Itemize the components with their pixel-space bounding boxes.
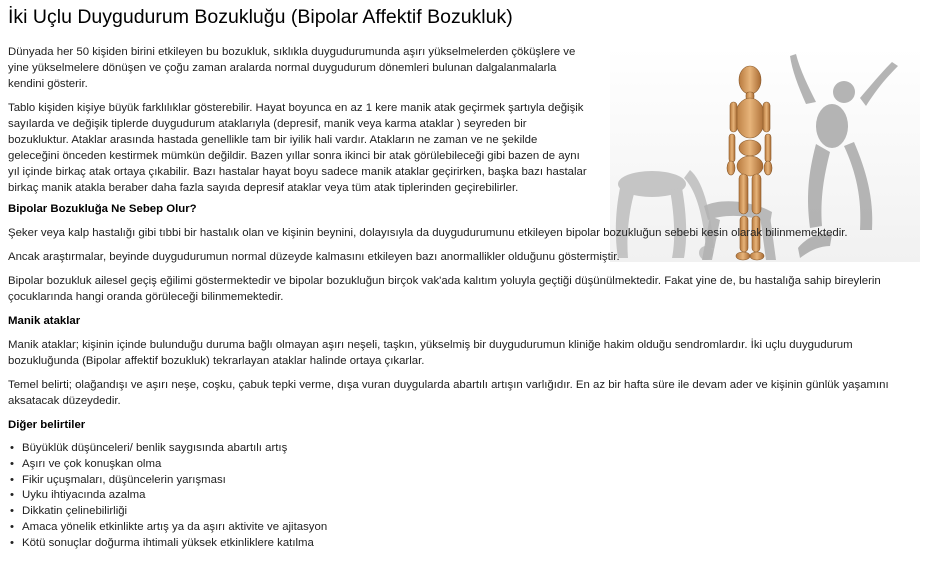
list-item: • Aşırı ve çok konuşkan olma [22, 457, 913, 473]
section-heading-symptoms: Diğer belirtiler [8, 419, 86, 431]
section-heading-manic: Manik ataklar [8, 315, 81, 327]
list-item: • Dikkatin çelinebilirliği [22, 504, 913, 520]
list-item: • Büyüklük düşünceleri/ benlik saygısında abartılı artış [22, 441, 913, 457]
list-item: • Kötü sonuçlar doğurma ihtimali yüksek etkinliklere katılma [22, 536, 913, 552]
symptoms-list [8, 441, 913, 552]
list-item: • Uyku ihtiyacında azalma [22, 488, 913, 504]
manic-paragraph: Manik ataklar; kişinin içinde bulunduğu duruma bağlı olmayan aşırı neşeli, taşkın, yükselmiş bir duygudurumun kliniğe hakim olduğu sendromlardır. İki uçlu duygudurum bozukluğunda (Bipolar affektif bozukluk) tekrarlayan ataklar halinde ortaya çıkarlar. [8, 339, 853, 367]
page-title: İki Uçlu Duygudurum Bozukluğu (Bipolar Affektif Bozukluk) [8, 6, 513, 28]
intro-paragraph: Dünyada her 50 kişiden birini etkileyen bu bozukluk, sıklıkla duygudurumunda aşırı yükselmelerden çöküşlere ve yine yükselmelere dönüşen ve çoğu zaman aralarda normal duygudurum dönemleri bulunan dalgalanmalarla kendini gösterir. [8, 46, 576, 90]
list-item: • Fikir uçuşmaları, düşüncelerin yarışması [22, 473, 913, 489]
article-body [8, 201, 913, 552]
cause-paragraph: Şeker veya kalp hastalığı gibi tıbbi bir hastalık olan ve kişinin beynini, dolayısıyla da duygudurumunu etkileyen bipolar bozukluğun sebebi kesin olarak bilinmemektedir. [8, 227, 848, 239]
list-item: • Amaca yönelik etkinlikte artış ya da aşırı aktivite ve ajitasyon [22, 520, 913, 536]
intro-section [8, 44, 590, 204]
cause-paragraph: Bipolar bozukluk ailesel geçiş eğilimi göstermektedir ve bipolar bozukluğun birçok vak'ada kalıtım yoluyla geçtiği düşünülmektedir. Fakat yine de, bu hastalığa sahip bireylerin çocuklarında hangi oranda görüleceği bilinmemektedir. [8, 275, 881, 303]
section-heading-causes: Bipolar Bozukluğa Ne Sebep Olur? [8, 203, 197, 215]
intro-paragraph: Tablo kişiden kişiye büyük farklılıklar gösterebilir. Hayat boyunca en az 1 kere manik atak geçirmek şartıyla değişik sayılarda ve değişik tiplerde duygudurum ataklarıyla (depresif, manik veya karma ataklar ) seyreden bir bozukluktur. Ataklar arasında hastada genellikle tam bir iyilik hali vardır. Atakların ne zaman ve ne şekilde geleceğini önceden kestirmek mümkün değildir. Bazen yıllar sonra ikinci bir atak görülebileceği gibi bazen de aynı yıl içinde birkaç atak ortaya çıkabilir. Bazı hastalar hayat boyu sadece manik ataklar geçirirken, başka bazı hastalar birkaç manik atakla beraber daha fazla sayıda depresif ataklar veya tüm atak tiplerinden geçirebilirler. [8, 102, 587, 194]
cause-paragraph: Ancak araştırmalar, beyinde duygudurumun normal düzeyde kalmasını etkileyen bazı anormallikler olduğunu göstermiştir. [8, 251, 620, 263]
manic-paragraph: Temel belirti; olağandışı ve aşırı neşe, coşku, çabuk tepki verme, dışa vuran duygularda abartılı artışın varlığıdır. En az bir hafta süre ile devam ader ve kişinin günlük yaşamını aksatacak düzeydedir. [8, 379, 889, 407]
